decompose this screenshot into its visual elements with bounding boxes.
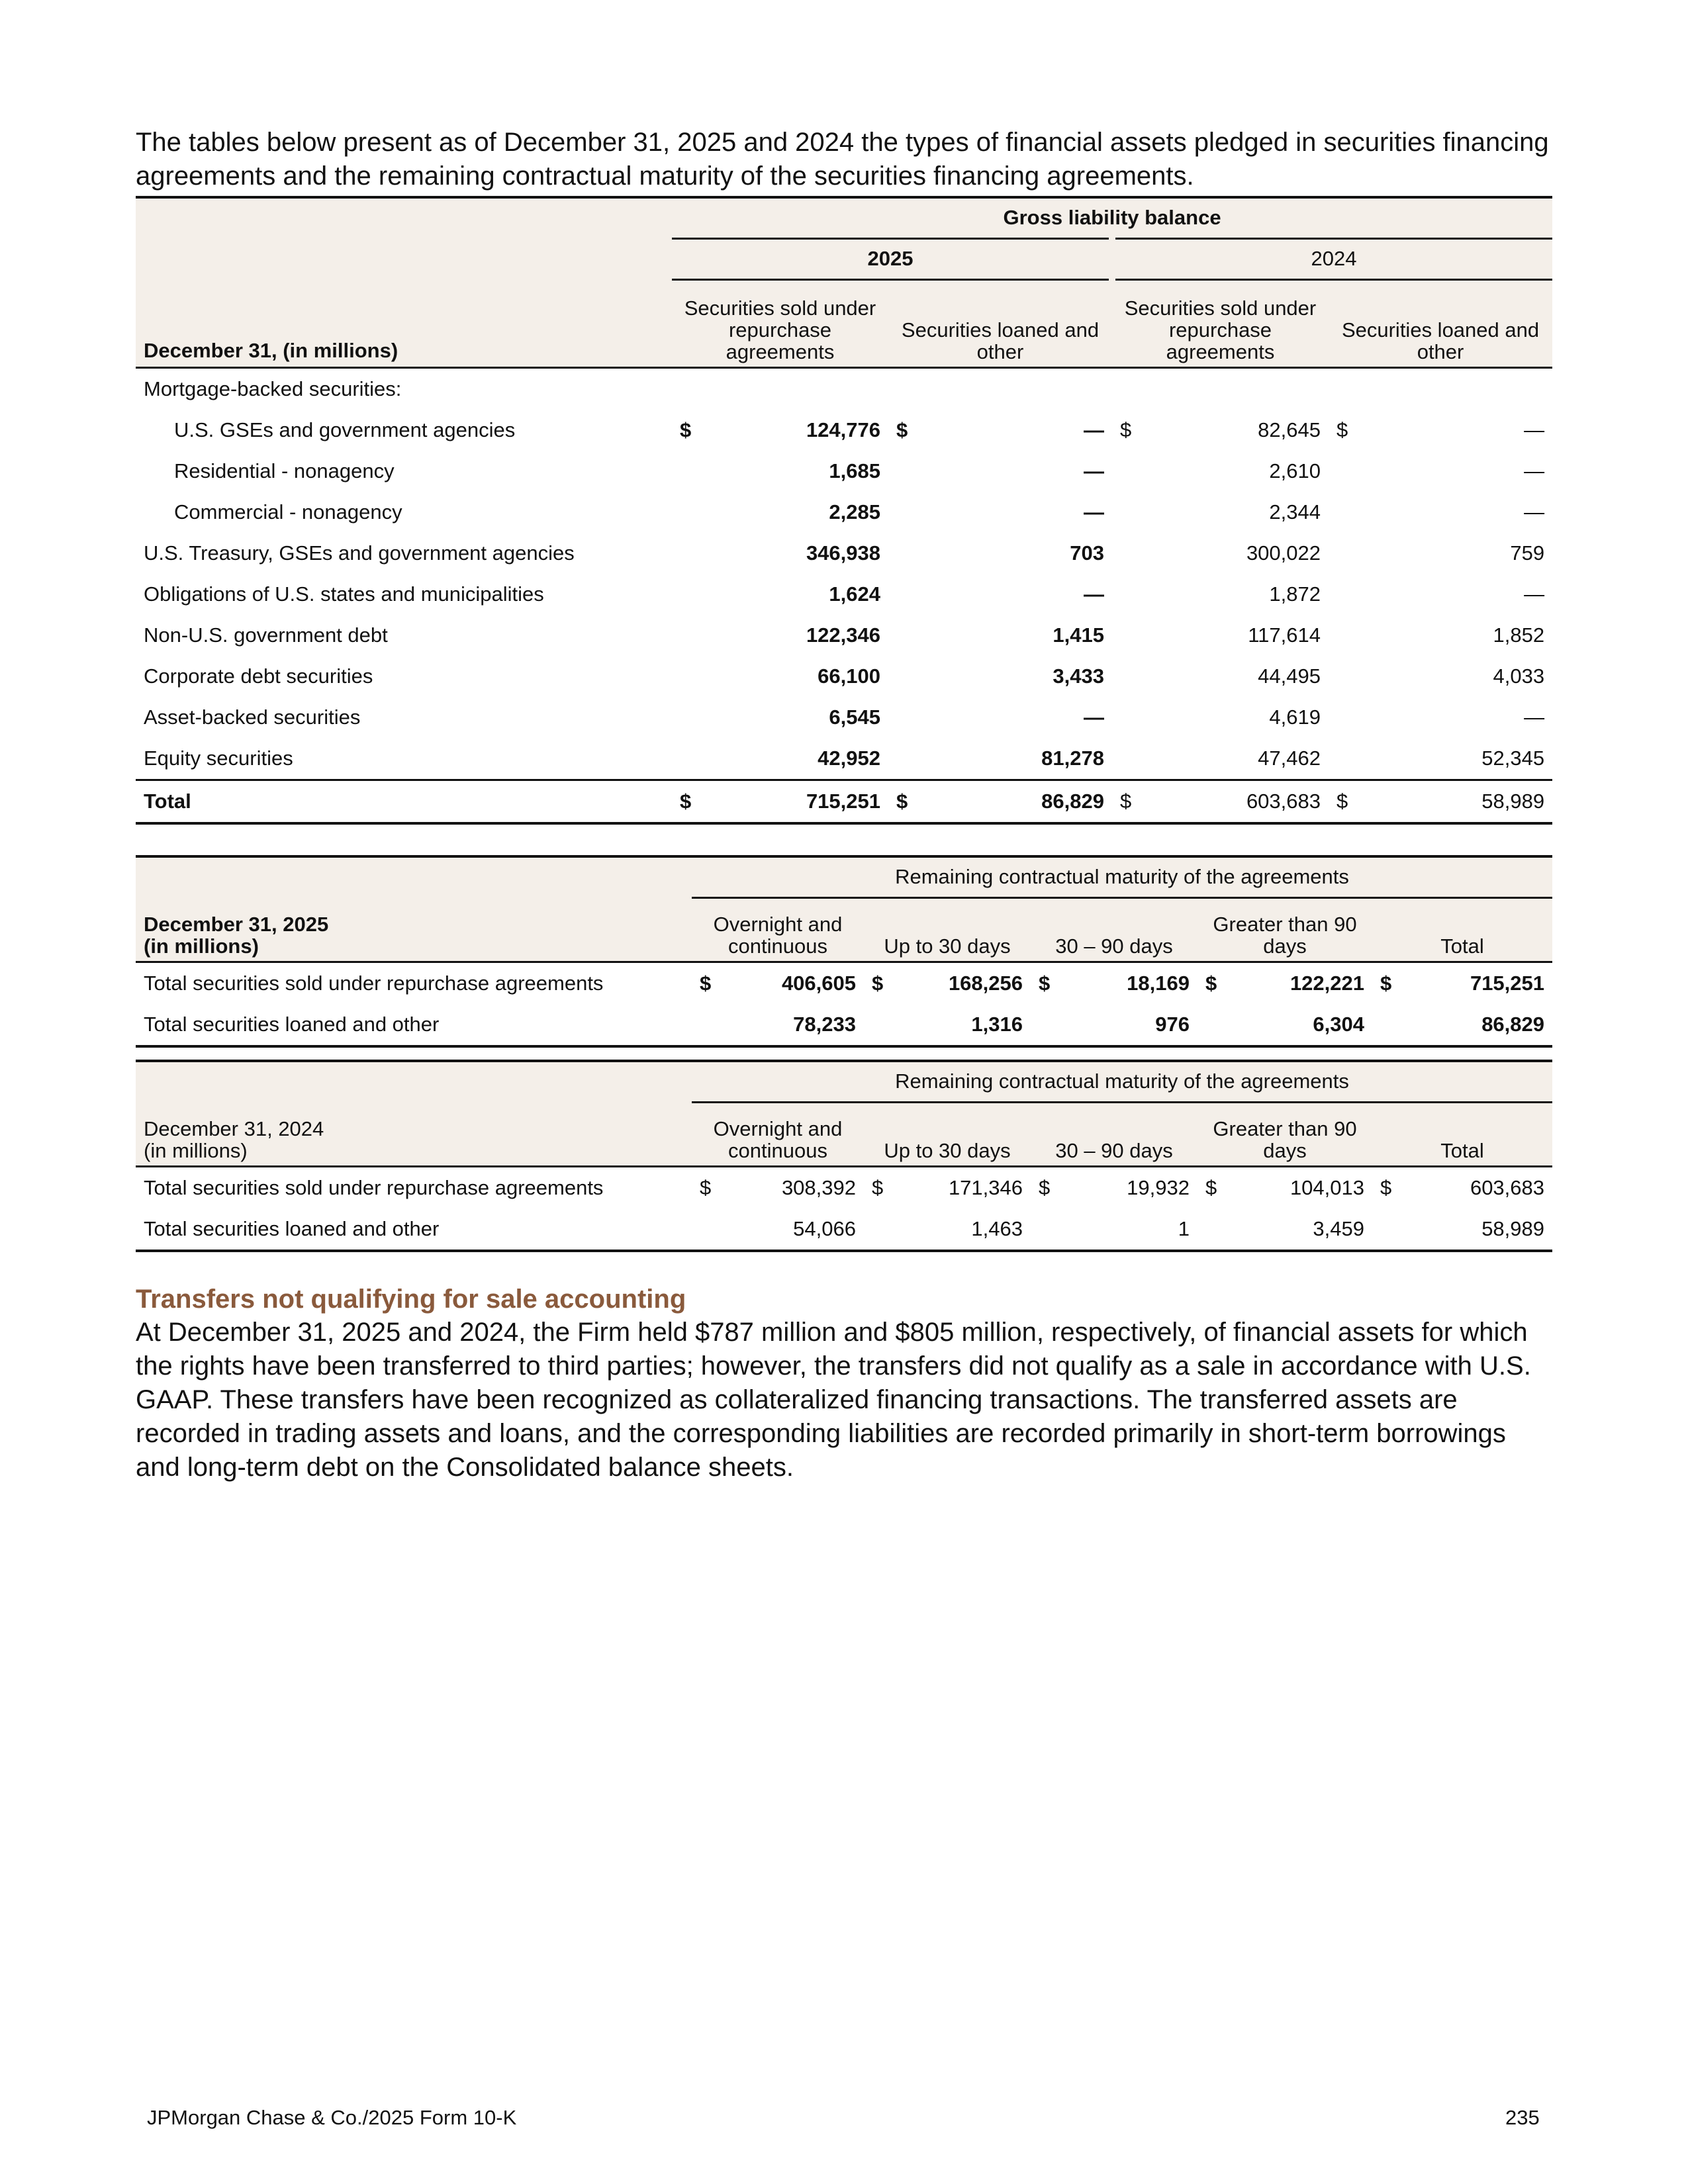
table-row — [136, 615, 1552, 656]
table3-row-header-line1: December 31, 2024 — [144, 1117, 324, 1140]
table2-header-row-1 — [136, 856, 1552, 897]
dollar-sign — [1329, 574, 1355, 615]
cell-value: 1,463 — [890, 1208, 1031, 1251]
dollar-sign: $ — [1120, 418, 1132, 441]
cell-value: 4,619 — [1269, 705, 1321, 729]
dollar-sign — [1031, 1004, 1057, 1046]
cell-value: 346,938 — [806, 541, 880, 565]
row-label: U.S. Treasury, GSEs and government agencies — [144, 541, 575, 565]
dollar-sign — [888, 492, 915, 533]
maturity-2024-table — [136, 1060, 1552, 1252]
cell-value: 1,872 — [1269, 582, 1321, 606]
cell-value: — — [1524, 418, 1545, 441]
row-label: Total securities sold under repurchase agreements — [144, 972, 604, 995]
cell-value: 703 — [1070, 541, 1104, 565]
table3-header-row-1 — [136, 1061, 1552, 1102]
table-row — [136, 1004, 1552, 1046]
dollar-sign — [888, 574, 915, 615]
intro-paragraph: The tables below present as of December 31, 2025 and 2024 the types of financial assets pledged in securities financing agreements and the remaining contractual maturity of the securities financing agreements. — [136, 128, 1549, 191]
dollar-sign — [1329, 451, 1355, 492]
cell-value: 122,221 — [1289, 972, 1364, 995]
cell-value: 6,304 — [1224, 1004, 1372, 1046]
cell-value: 171,346 — [948, 1176, 1023, 1199]
dollar-sign — [1112, 656, 1139, 697]
row-label: Commercial - nonagency — [174, 500, 402, 523]
total-value: 86,829 — [915, 780, 1112, 824]
dollar-sign: $ — [896, 418, 908, 441]
table2-row-header-line1: December 31, 2025 — [144, 913, 329, 936]
cell-value: 44,495 — [1258, 664, 1321, 688]
row-label: Mortgage-backed securities: — [144, 377, 402, 400]
total-value: 603,683 — [1139, 780, 1329, 824]
dollar-sign — [672, 533, 698, 574]
dollar-sign: $ — [1329, 780, 1355, 824]
dollar-sign: $ — [1112, 780, 1139, 824]
cell-value: 2,285 — [829, 500, 880, 523]
table-row — [136, 574, 1552, 615]
table2-row-header-line2: (in millions) — [144, 934, 259, 958]
cell-value — [698, 368, 888, 410]
cell-value: 47,462 — [1139, 738, 1329, 780]
dollar-sign — [672, 574, 698, 615]
cell-value: — — [1084, 418, 1104, 441]
table3-row-header-line2: (in millions) — [144, 1139, 248, 1162]
dollar-sign — [1031, 1208, 1057, 1251]
row-label: Total securities loaned and other — [136, 1004, 692, 1046]
cell-value: 124,776 — [806, 418, 880, 441]
dollar-sign — [672, 451, 698, 492]
cell-value: 82,645 — [1258, 418, 1321, 441]
cell-value: 1,316 — [890, 1004, 1031, 1046]
cell-value: 117,614 — [1248, 623, 1321, 647]
cell-value: 122,346 — [806, 623, 880, 647]
dollar-sign: $ — [1380, 1176, 1392, 1199]
cell-value: 3,433 — [1053, 664, 1104, 688]
table-row — [136, 738, 1552, 780]
cell-value: 168,256 — [948, 972, 1023, 995]
cell-value: 52,345 — [1355, 738, 1552, 780]
dollar-sign — [1329, 738, 1355, 780]
cell-value: 4,033 — [1493, 664, 1545, 688]
table2-col-overnight: Overnight and continuous — [692, 897, 864, 962]
cell-value: 3,459 — [1224, 1208, 1372, 1251]
dollar-sign — [888, 368, 915, 410]
cell-value — [915, 368, 1112, 410]
cell-value: 1,624 — [829, 582, 880, 606]
cell-value: — — [1524, 500, 1545, 523]
total-row — [136, 780, 1552, 824]
table1-year-2024: 2024 — [1112, 238, 1552, 279]
dollar-sign — [1112, 451, 1139, 492]
table-row — [136, 1167, 1552, 1209]
footer-left: JPMorgan Chase & Co./2025 Form 10-K — [147, 2106, 517, 2129]
dollar-sign — [888, 533, 915, 574]
total-value: 58,989 — [1355, 780, 1552, 824]
cell-value: 715,251 — [1470, 972, 1545, 995]
cell-value: 759 — [1510, 541, 1545, 565]
total-value: 715,251 — [698, 780, 888, 824]
cell-value: 603,683 — [1470, 1176, 1545, 1199]
table1-col-2024-sold: Securities sold under repurchase agreements — [1112, 279, 1329, 368]
table-row — [136, 492, 1552, 533]
row-label: Residential - nonagency — [174, 459, 395, 482]
row-label: Asset-backed securities — [144, 705, 361, 729]
cell-value: — — [1084, 582, 1104, 606]
dollar-sign: $ — [1336, 418, 1348, 441]
page-number: 235 — [1505, 2106, 1540, 2129]
dollar-sign — [1329, 697, 1355, 738]
cell-value: — — [1084, 705, 1104, 729]
table-row — [136, 656, 1552, 697]
dollar-sign — [1112, 615, 1139, 656]
total-label: Total — [136, 780, 672, 824]
cell-value: — — [1524, 582, 1545, 606]
table1-col-2024-loaned: Securities loaned and other — [1329, 279, 1552, 368]
transfers-section — [136, 1283, 1552, 1484]
dollar-sign — [1329, 368, 1355, 410]
cell-value: 1,415 — [1053, 623, 1104, 647]
cell-value — [1139, 368, 1329, 410]
table1-header-row-1 — [136, 197, 1552, 238]
dollar-sign — [1329, 615, 1355, 656]
dollar-sign — [1329, 492, 1355, 533]
dollar-sign — [1112, 574, 1139, 615]
dollar-sign — [864, 1004, 890, 1046]
cell-value: — — [1084, 500, 1104, 523]
table-row — [136, 410, 1552, 451]
dollar-sign — [1112, 492, 1139, 533]
pledged-assets-table — [136, 196, 1552, 825]
cell-value: 1 — [1057, 1208, 1197, 1251]
dollar-sign: $ — [872, 1176, 884, 1199]
cell-value: 19,932 — [1127, 1176, 1190, 1199]
table-row — [136, 451, 1552, 492]
dollar-sign: $ — [888, 780, 915, 824]
table3-col-upto30: Up to 30 days — [864, 1102, 1031, 1167]
table2-col-total: Total — [1372, 897, 1552, 962]
table-row — [136, 533, 1552, 574]
table-row — [136, 1208, 1552, 1251]
row-label: Corporate debt securities — [144, 664, 373, 688]
dollar-sign — [1112, 697, 1139, 738]
cell-value: 300,022 — [1246, 541, 1321, 565]
dollar-sign — [888, 451, 915, 492]
dollar-sign — [888, 615, 915, 656]
cell-value: 58,989 — [1399, 1208, 1552, 1251]
cell-value: 54,066 — [718, 1208, 864, 1251]
row-label: Obligations of U.S. states and municipalities — [144, 582, 544, 606]
row-label: U.S. GSEs and government agencies — [174, 418, 516, 441]
cell-value: 976 — [1057, 1004, 1197, 1046]
dollar-sign — [1197, 1208, 1224, 1251]
table1-header-row-2 — [136, 238, 1552, 279]
dollar-sign — [672, 656, 698, 697]
table2-group-header: Remaining contractual maturity of the agreements — [692, 856, 1552, 897]
dollar-sign: $ — [1380, 972, 1392, 995]
table2-header-row-2 — [136, 897, 1552, 962]
cell-value: 1,852 — [1493, 623, 1545, 647]
dollar-sign — [672, 368, 698, 410]
cell-value: 2,344 — [1269, 500, 1321, 523]
row-label: Total securities sold under repurchase agreements — [144, 1176, 604, 1199]
table1-group-header: Gross liability balance — [672, 197, 1552, 238]
table1-col-2025-sold: Securities sold under repurchase agreements — [672, 279, 888, 368]
dollar-sign: $ — [672, 780, 698, 824]
cell-value: 81,278 — [915, 738, 1112, 780]
dollar-sign — [672, 615, 698, 656]
dollar-sign — [692, 1208, 718, 1251]
dollar-sign — [672, 738, 698, 780]
table-row — [136, 962, 1552, 1005]
dollar-sign — [888, 697, 915, 738]
dollar-sign — [1329, 656, 1355, 697]
cell-value: 86,829 — [1399, 1004, 1552, 1046]
cell-value: 2,610 — [1269, 459, 1321, 482]
table3-col-overnight: Overnight and continuous — [692, 1102, 864, 1167]
table-row — [136, 368, 1552, 410]
cell-value: 308,392 — [781, 1176, 856, 1199]
cell-value: 1,685 — [829, 459, 880, 482]
dollar-sign: $ — [1039, 1176, 1051, 1199]
table3-group-header: Remaining contractual maturity of the agreements — [692, 1061, 1552, 1102]
dollar-sign: $ — [1205, 972, 1217, 995]
section-title: Transfers not qualifying for sale accounting — [136, 1285, 686, 1314]
cell-value: — — [1524, 705, 1545, 729]
dollar-sign — [1112, 533, 1139, 574]
dollar-sign — [1372, 1004, 1399, 1046]
dollar-sign — [672, 697, 698, 738]
table3-col-30to90: 30 – 90 days — [1031, 1102, 1197, 1167]
table1-col-2025-loaned: Securities loaned and other — [888, 279, 1112, 368]
cell-value: 18,169 — [1127, 972, 1190, 995]
dollar-sign — [1112, 368, 1139, 410]
dollar-sign — [864, 1208, 890, 1251]
cell-value: — — [1524, 459, 1545, 482]
dollar-sign — [888, 738, 915, 780]
cell-value: 66,100 — [818, 664, 880, 688]
table1-header-row-3 — [136, 279, 1552, 368]
dollar-sign: $ — [680, 418, 692, 441]
section-body: At December 31, 2025 and 2024, the Firm held $787 million and $805 million, respectively, of financial assets for which the rights have been transferred to third parties; however, the transfers did not qualify as a sale in accordance with U.S. GAAP. These transfers have been recognized as collateralized financing transactions. The transferred assets are recorded in trading assets and loans, and the corresponding liabilities are recorded primarily in short-term borrowings and long-term debt on the Consolidated balance sheets. — [136, 1318, 1531, 1482]
table2-col-30to90: 30 – 90 days — [1031, 897, 1197, 962]
row-label: Non-U.S. government debt — [144, 623, 388, 647]
page-content — [136, 126, 1552, 1484]
row-label: Total securities loaned and other — [136, 1208, 692, 1251]
table2-col-gt90: Greater than 90 days — [1197, 897, 1372, 962]
dollar-sign — [1372, 1208, 1399, 1251]
table3-col-total: Total — [1372, 1102, 1552, 1167]
dollar-sign: $ — [1205, 1176, 1217, 1199]
dollar-sign: $ — [700, 1176, 712, 1199]
cell-value: 406,605 — [781, 972, 856, 995]
dollar-sign: $ — [700, 972, 712, 995]
dollar-sign: $ — [1039, 972, 1051, 995]
cell-value: — — [1084, 459, 1104, 482]
table2-col-upto30: Up to 30 days — [864, 897, 1031, 962]
row-label: Equity securities — [136, 738, 672, 780]
table2-row-header — [136, 897, 692, 962]
dollar-sign — [692, 1004, 718, 1046]
dollar-sign — [672, 492, 698, 533]
cell-value: 42,952 — [698, 738, 888, 780]
dollar-sign — [1197, 1004, 1224, 1046]
cell-value: 104,013 — [1289, 1176, 1364, 1199]
dollar-sign — [888, 656, 915, 697]
table1-year-2025: 2025 — [672, 238, 1112, 279]
cell-value: 78,233 — [718, 1004, 864, 1046]
table3-col-gt90: Greater than 90 days — [1197, 1102, 1372, 1167]
table1-row-header: December 31, (in millions) — [136, 279, 672, 368]
maturity-2025-table — [136, 855, 1552, 1048]
table3-row-header — [136, 1102, 692, 1167]
table-row — [136, 697, 1552, 738]
dollar-sign — [1112, 738, 1139, 780]
dollar-sign — [1329, 533, 1355, 574]
dollar-sign: $ — [872, 972, 884, 995]
cell-value — [1355, 368, 1552, 410]
cell-value: 6,545 — [829, 705, 880, 729]
table3-header-row-2 — [136, 1102, 1552, 1167]
